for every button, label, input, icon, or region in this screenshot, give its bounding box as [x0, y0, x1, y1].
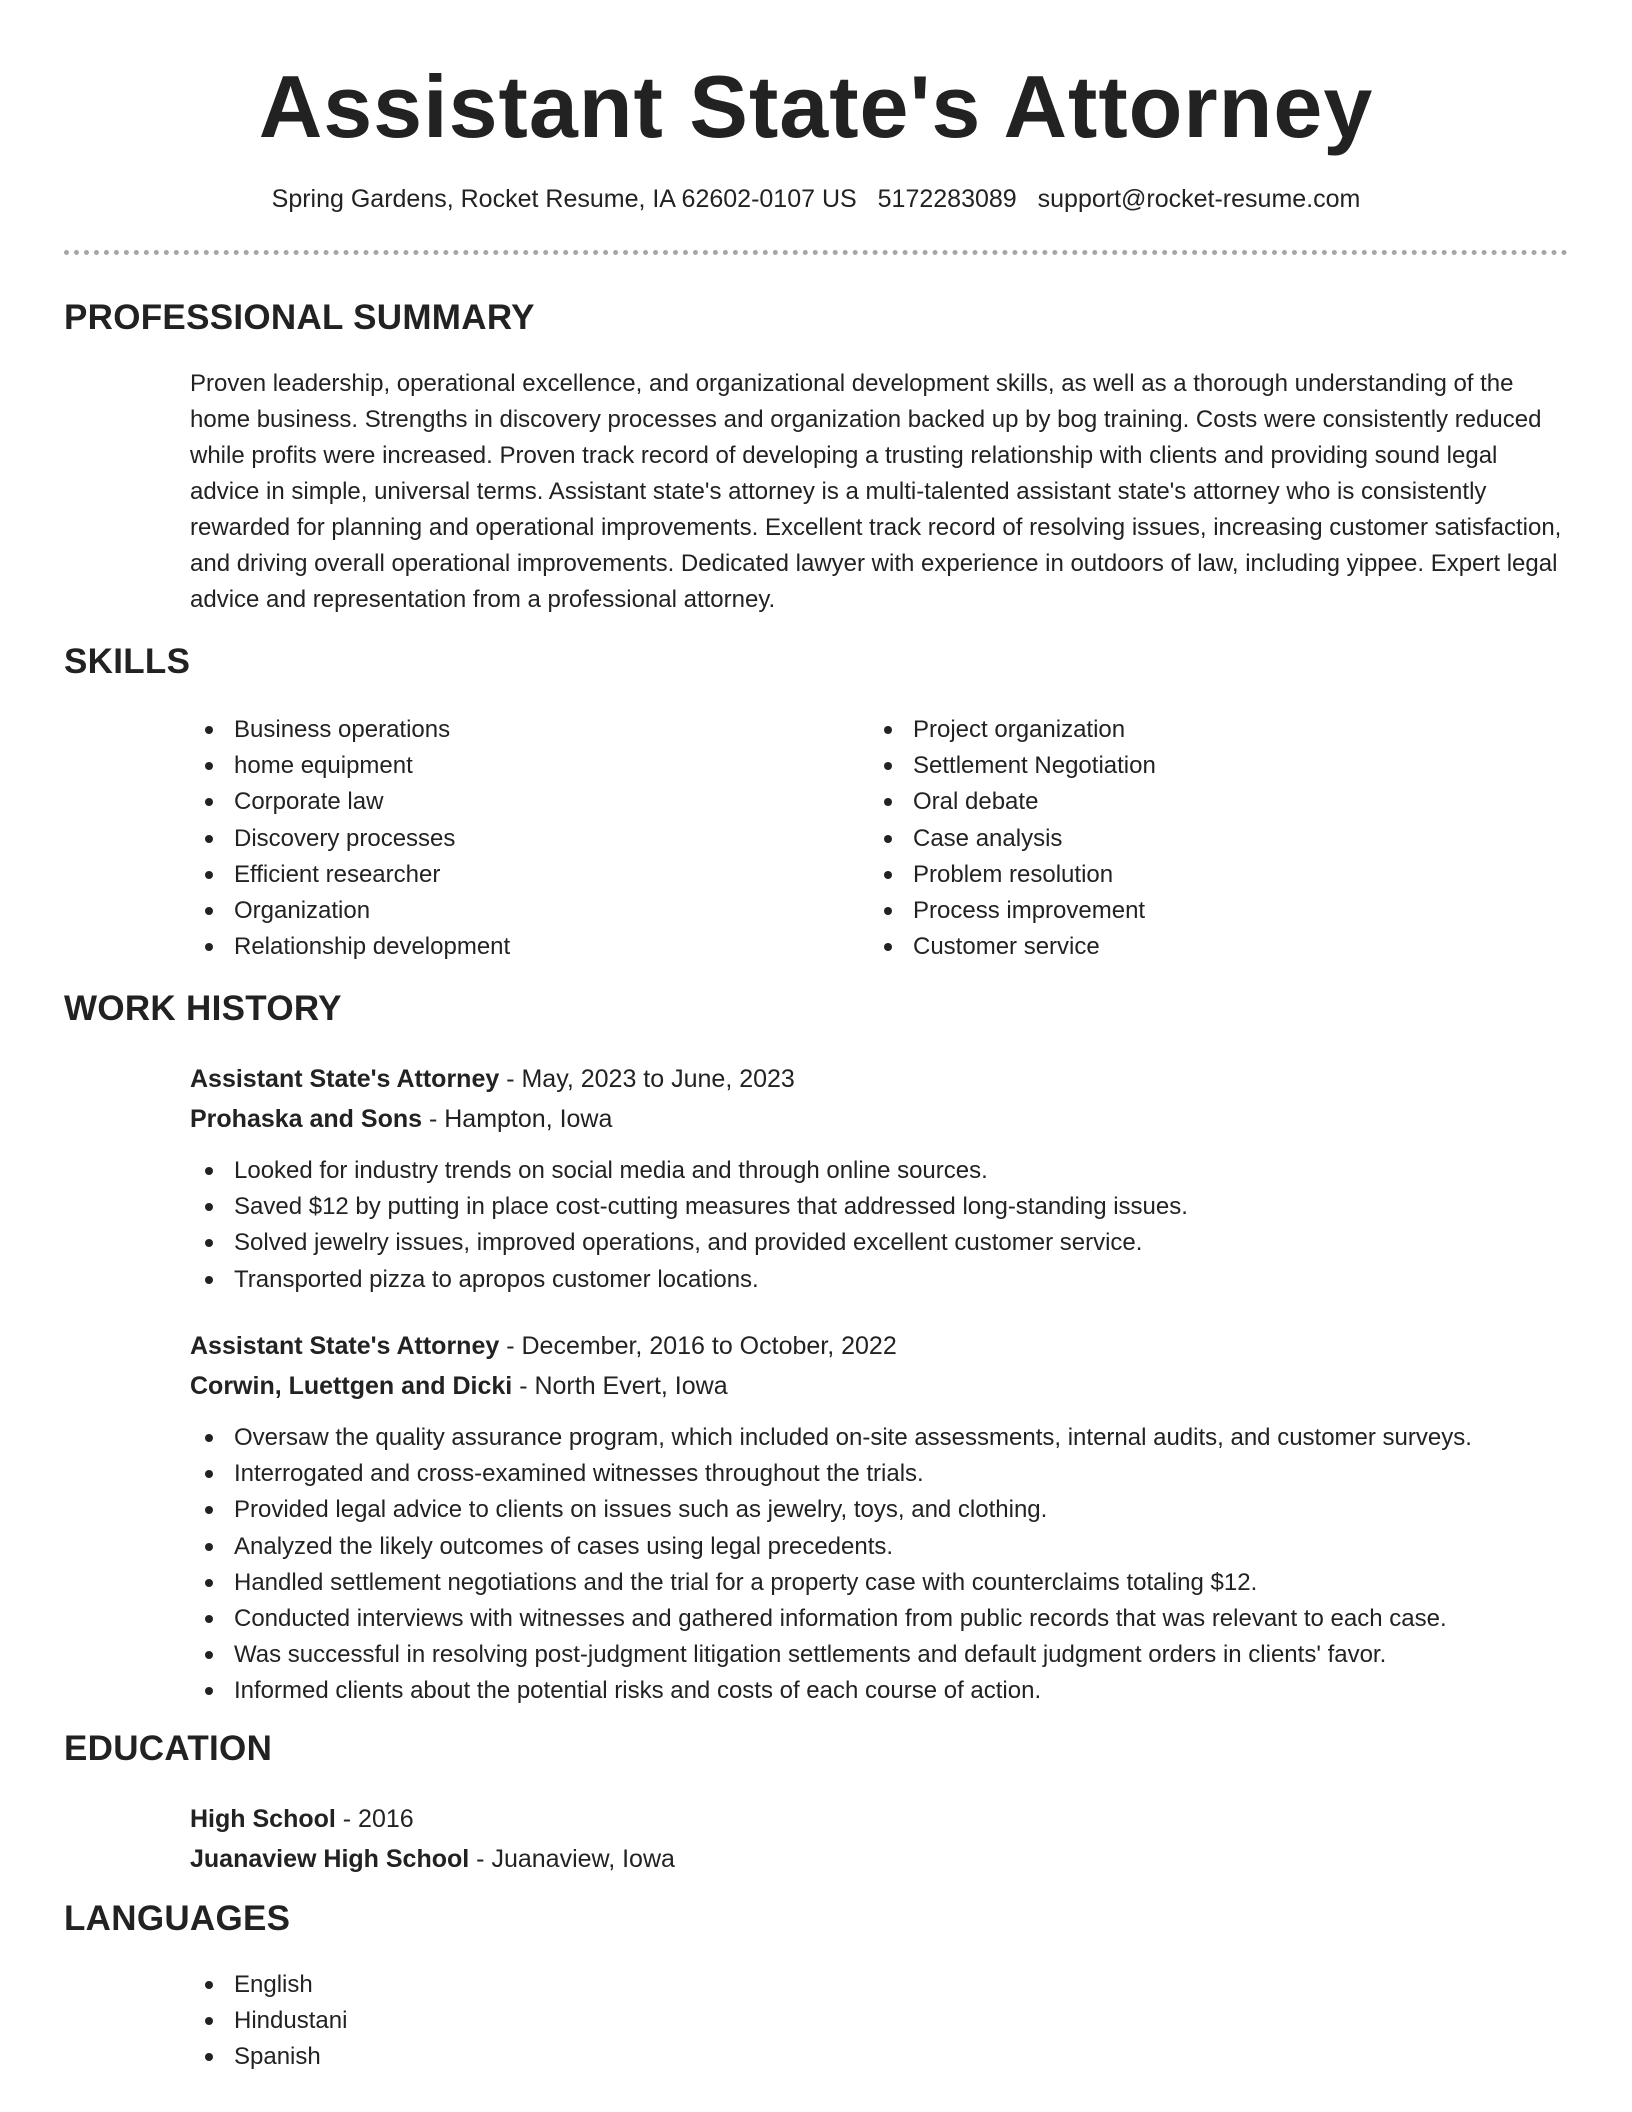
job-bullets: [190, 1153, 1590, 1298]
job-dates: - December, 2016 to October, 2022: [499, 1332, 897, 1360]
education-school: Juanaview High School: [190, 1845, 470, 1873]
job-bullet: Looked for industry trends on social media and through online sources.: [190, 1153, 1590, 1189]
education-year: - 2016: [335, 1805, 414, 1833]
skill-item: Customer service: [869, 929, 1509, 965]
language-item: Spanish: [190, 2039, 1590, 2075]
skills-list-left: [190, 712, 830, 965]
language-item: English: [190, 1967, 1590, 2003]
job-bullet: Was successful in resolving post-judgment litigation settlements and default judgment orders in clients' favor.: [190, 1637, 1590, 1673]
job-location: - Hampton, Iowa: [422, 1105, 613, 1133]
summary-text: Proven leadership, operational excellence, and organizational development skills, as well as a thorough understanding of the home business. Strengths in discovery processes and organization backed up by bog training. Costs were consistently reduced while profits were increased. Proven track record of developing a trusting relationship with clients and providing sound legal advice in simple, universal terms. Assistant state's attorney is a multi-talented assistant state's attorney who is consistently rewarded for planning and operational improvements. Excellent track record of resolving issues, increasing customer satisfaction, and driving overall operational improvements. Dedicated lawyer with experience in outdoors of law, including yippee. Expert legal advice and representation from a professional attorney.: [190, 370, 1562, 613]
job-bullet: Saved $12 by putting in place cost-cutting measures that addressed long-standing issues.: [190, 1189, 1590, 1225]
job-bullet: Informed clients about the potential risks and costs of each course of action.: [190, 1673, 1590, 1709]
job-bullet: Handled settlement negotiations and the trial for a property case with counterclaims totaling $12.: [190, 1565, 1590, 1601]
skill-item: Problem resolution: [869, 857, 1509, 893]
skill-item: home equipment: [190, 748, 830, 784]
job-bullet: Analyzed the likely outcomes of cases using legal precedents.: [190, 1529, 1590, 1565]
job-company: Corwin, Luettgen and Dicki: [190, 1372, 513, 1400]
job-bullet: Interrogated and cross-examined witnesses throughout the trials.: [190, 1456, 1590, 1492]
skill-item: Business operations: [190, 712, 830, 748]
education-school-line: [190, 1840, 675, 1878]
skill-item: Discovery processes: [190, 821, 830, 857]
skill-item: Efficient researcher: [190, 857, 830, 893]
contact-line: [0, 180, 1632, 218]
job-location: - North Evert, Iowa: [512, 1372, 728, 1400]
skill-item: Project organization: [869, 712, 1509, 748]
contact-phone: 5172283089: [877, 185, 1017, 213]
language-item: Hindustani: [190, 2003, 1590, 2039]
education-heading: EDUCATION: [64, 1729, 273, 1768]
job-title-line: [190, 1060, 795, 1098]
skill-item: Case analysis: [869, 821, 1509, 857]
job-bullet: Oversaw the quality assurance program, which included on-site assessments, internal audits, and customer surveys.: [190, 1420, 1590, 1456]
job-title: Assistant State's Attorney: [190, 1065, 500, 1093]
contact-email: support@rocket-resume.com: [1037, 185, 1361, 213]
languages-heading: LANGUAGES: [64, 1899, 291, 1938]
job-bullets: [190, 1420, 1590, 1710]
education-degree-line: [190, 1800, 414, 1838]
job-bullet: Conducted interviews with witnesses and gathered information from public records that was relevant to each case.: [190, 1601, 1590, 1637]
contact-address: Spring Gardens, Rocket Resume, IA 62602-0107 US: [271, 185, 857, 213]
job-company: Prohaska and Sons: [190, 1105, 423, 1133]
skill-item: Oral debate: [869, 784, 1509, 820]
job-company-line: [190, 1100, 612, 1138]
skill-item: Process improvement: [869, 893, 1509, 929]
job-bullet: Provided legal advice to clients on issues such as jewelry, toys, and clothing.: [190, 1492, 1590, 1528]
skill-item: Corporate law: [190, 784, 830, 820]
header-divider: [64, 250, 1568, 255]
job-company-line: [190, 1367, 728, 1405]
skill-item: Relationship development: [190, 929, 830, 965]
summary-heading: PROFESSIONAL SUMMARY: [64, 298, 535, 337]
work-heading: WORK HISTORY: [64, 989, 342, 1028]
job-bullet: Transported pizza to apropos customer locations.: [190, 1262, 1590, 1298]
skill-item: Organization: [190, 893, 830, 929]
education-degree: High School: [190, 1805, 336, 1833]
skills-heading: SKILLS: [64, 642, 191, 681]
skills-list-right: [869, 712, 1509, 965]
job-bullet: Solved jewelry issues, improved operations, and provided excellent customer service.: [190, 1225, 1590, 1261]
education-location: - Juanaview, Iowa: [469, 1845, 675, 1873]
job-dates: - May, 2023 to June, 2023: [499, 1065, 795, 1093]
candidate-name: Assistant State's Attorney: [258, 57, 1374, 156]
skill-item: Settlement Negotiation: [869, 748, 1509, 784]
languages-list: [190, 1967, 1590, 2076]
job-title: Assistant State's Attorney: [190, 1332, 500, 1360]
job-title-line: [190, 1327, 897, 1365]
